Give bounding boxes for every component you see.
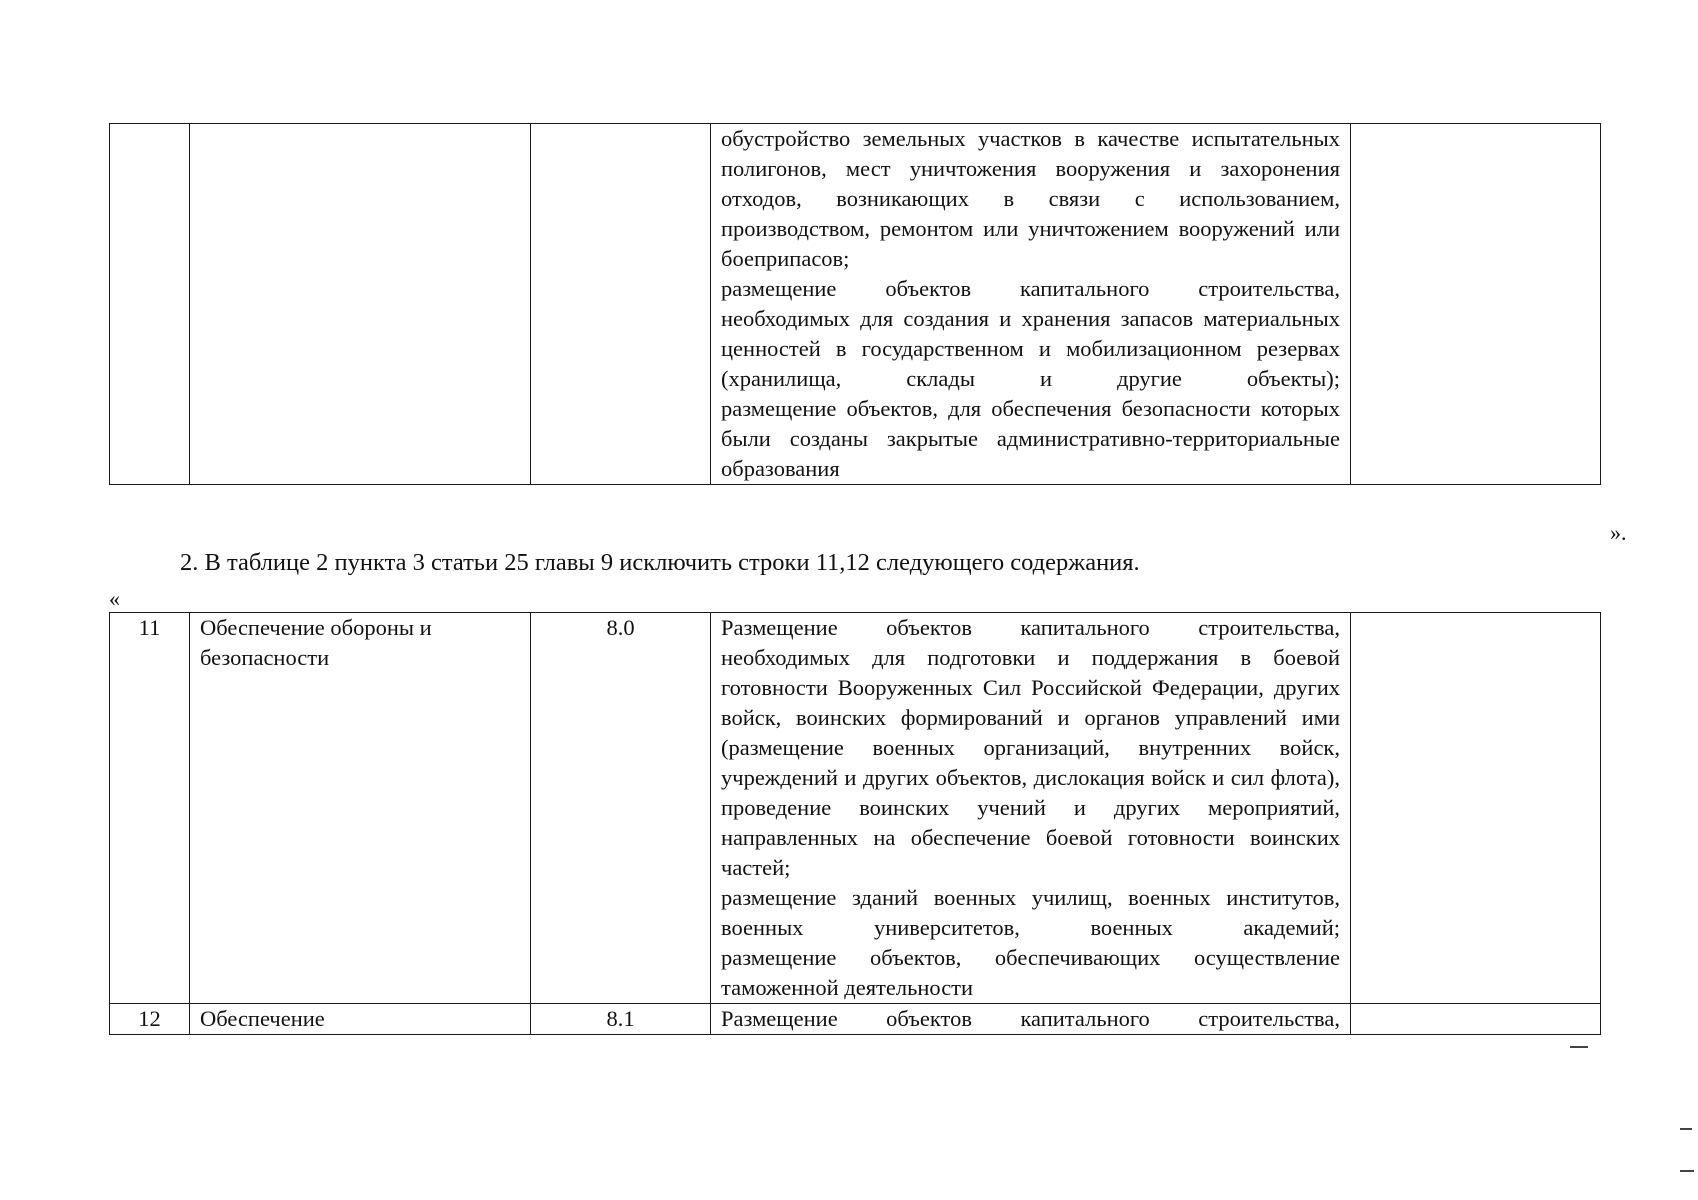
row-name-cell: Обеспечение обороны и безопасности bbox=[190, 613, 531, 1004]
opening-quote: « bbox=[109, 586, 120, 611]
table-row bbox=[110, 1004, 1601, 1035]
description-paragraph: размещение объектов капитального строительства, необходимых для создания и хранения запасов материальных ценностей в государственном и мобилизационном резервах (хранилища, склады и другие объекты); bbox=[721, 276, 1340, 391]
table-row bbox=[110, 613, 1601, 1004]
row-number-cell bbox=[110, 124, 190, 485]
description-paragraph: Размещение объектов капитального строительства, необходимых для подготовки и поддержания в боевой готовности Вооруженных Сил Российской Федерации, других войск, воинских формирований и органов управлений ими (размещение военных организаций, внутренних войск, учреждений и других объектов, дислокация войск и сил флота), проведение воинских учений и других мероприятий, направленных на обеспечение боевой готовности воинских частей; bbox=[721, 615, 1340, 880]
description-paragraph: размещение зданий военных училищ, военных институтов, военных университетов, военных академий; bbox=[721, 885, 1340, 940]
row-name-cell bbox=[190, 124, 531, 485]
row-code-cell: 8.1 bbox=[531, 1004, 711, 1035]
instruction-text: 2. В таблице 2 пункта 3 статьи 25 главы 9 исключить строки 11,12 следующего содержания. bbox=[180, 549, 1140, 576]
description-paragraph: Размещение объектов капитального строительства, bbox=[721, 1006, 1340, 1031]
excluded-rows-table bbox=[109, 612, 1601, 1035]
scan-mark bbox=[1680, 1128, 1692, 1130]
row-extra-cell bbox=[1351, 124, 1601, 485]
row-code-cell bbox=[531, 124, 711, 485]
scan-mark bbox=[1680, 1170, 1694, 1172]
row-number-cell: 11 bbox=[110, 613, 190, 1004]
description-paragraph: размещение объектов, для обеспечения безопасности которых были созданы закрытые административно-территориальные образования bbox=[721, 396, 1340, 481]
row-number-cell: 12 bbox=[110, 1004, 190, 1035]
row-extra-cell bbox=[1351, 1004, 1601, 1035]
row-description-cell bbox=[711, 613, 1351, 1004]
continued-table bbox=[109, 123, 1601, 485]
row-description-cell bbox=[711, 124, 1351, 485]
scan-mark bbox=[1570, 1046, 1588, 1048]
row-name-cell: Обеспечение bbox=[190, 1004, 531, 1035]
description-paragraph: обустройство земельных участков в качестве испытательных полигонов, мест уничтожения вооружения и захоронения отходов, возникающих в связи с использованием, производством, ремонтом или уничтожением вооружений или боеприпасов; bbox=[721, 126, 1340, 271]
row-description-cell bbox=[711, 1004, 1351, 1035]
row-code-cell: 8.0 bbox=[531, 613, 711, 1004]
row-extra-cell bbox=[1351, 613, 1601, 1004]
table-row bbox=[110, 124, 1601, 485]
closing-quote: ». bbox=[1610, 520, 1627, 545]
description-paragraph: размещение объектов, обеспечивающих осуществление таможенной деятельности bbox=[721, 945, 1340, 1000]
